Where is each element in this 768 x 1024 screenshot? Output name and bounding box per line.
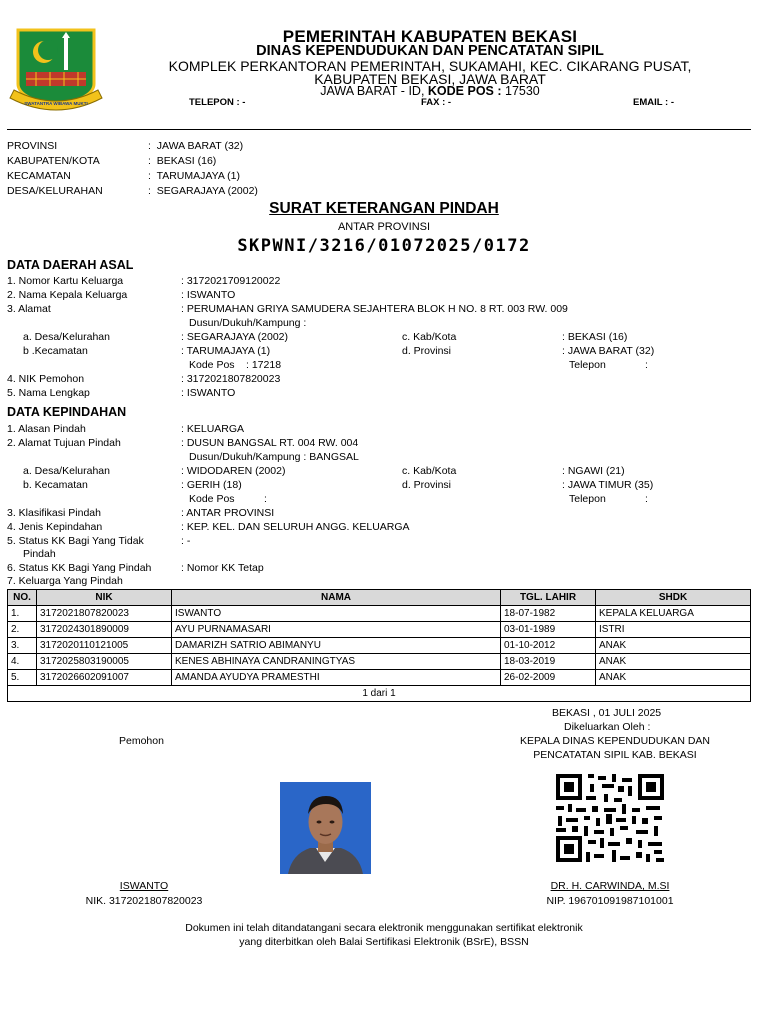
move-address-value: : DUSUN BANGSAL RT. 004 RW. 004	[181, 437, 359, 449]
region-district-text: TARUMAJAYA (1)	[156, 170, 240, 182]
applicant-signatory-nik: NIK. 3172021807820023	[85, 895, 203, 907]
document-number: SKPWNI/3216/01072025/0172	[237, 236, 531, 256]
qr-code	[554, 772, 666, 864]
move-regency-label: c. Kab/Kota	[402, 465, 457, 477]
kk-status-staying-text: -	[186, 535, 191, 547]
origin-regency-label: c. Kab/Kota	[402, 331, 457, 343]
region-value-village: : SEGARAJAYA (2002)	[148, 185, 258, 197]
origin-address-text: PERUMAHAN GRIYA SAMUDERA SEJAHTERA BLOK H NO. 8 RT. 003 RW. 009	[186, 303, 568, 315]
applicant-nik-label: 4. NIK Pemohon	[7, 373, 85, 385]
header-email: EMAIL : -	[633, 97, 674, 108]
move-type-text: KEP. KEL. DAN SELURUH ANGG. KELUARGA	[186, 521, 410, 533]
sign-applicant-caption: Pemohon	[119, 735, 164, 747]
applicant-nik-text: 3172021807820023	[186, 373, 281, 385]
cell-no: 5.	[8, 670, 37, 686]
move-regency-value: : NGAWI (21)	[562, 465, 625, 477]
kk-status-moving-label: 6. Status KK Bagi Yang Pindah	[7, 562, 152, 574]
applicant-nik-value: : 3172021807820023	[181, 373, 281, 385]
move-village-text: WIDODAREN (2002)	[186, 465, 286, 477]
cell-dob: 18-07-1982	[501, 606, 596, 622]
region-label-province: PROVINSI	[7, 140, 58, 152]
move-district-label: b. Kecamatan	[23, 479, 88, 491]
origin-kk-label: 1. Nomor Kartu Keluarga	[7, 275, 124, 287]
family-table-header	[8, 590, 751, 606]
applicant-signatory-name: ISWANTO	[119, 880, 169, 892]
origin-province-text: JAWA BARAT (32)	[567, 345, 655, 357]
move-district-text: GERIH (18)	[186, 479, 242, 491]
header-government: PEMERINTAH KABUPATEN BEKASI	[282, 27, 578, 46]
region-value-province: : JAWA BARAT (32)	[148, 140, 244, 152]
cell-dob: 01-10-2012	[501, 638, 596, 654]
applicant-photo	[280, 782, 371, 874]
table-row	[8, 606, 751, 622]
region-label-village: DESA/KELURAHAN	[7, 185, 103, 197]
kk-status-staying-value: : -	[181, 535, 191, 547]
regency-logo	[8, 26, 104, 114]
region-value-regency: : BEKASI (16)	[148, 155, 217, 167]
table-page-row	[8, 686, 751, 702]
page-indicator: 1 dari 1	[8, 686, 751, 702]
move-class-text: ANTAR PROVINSI	[186, 507, 275, 519]
cell-dob: 18-03-2019	[501, 654, 596, 670]
cell-name: AMANDA AYUDYA PRAMESTHI	[172, 670, 501, 686]
origin-district-text: TARUMAJAYA (1)	[186, 345, 271, 357]
cell-no: 4.	[8, 654, 37, 670]
origin-province-label: d. Provinsi	[402, 345, 452, 357]
move-village-label: a. Desa/Kelurahan	[23, 465, 110, 477]
origin-district-label: b .Kecamatan	[23, 345, 88, 357]
origin-kk-text: 3172021709120022	[186, 275, 281, 287]
applicant-name-value: : ISWANTO	[181, 387, 236, 399]
table-row	[8, 670, 751, 686]
origin-postal-label: Kode Pos	[189, 359, 235, 371]
region-label-regency: KABUPATEN/KOTA	[7, 155, 100, 167]
origin-village-label: a. Desa/Kelurahan	[23, 331, 110, 343]
kk-status-moving-value: : Nomor KK Tetap	[181, 562, 264, 574]
applicant-name-text: ISWANTO	[186, 387, 236, 399]
header-country: JAWA BARAT - ID,	[320, 84, 428, 98]
origin-postal-text: 17218	[251, 359, 282, 371]
col-header-relation: SHDK	[596, 590, 751, 606]
move-province-value: : JAWA TIMUR (35)	[562, 479, 654, 491]
origin-hamlet: Dusun/Dukuh/Kampung :	[189, 317, 307, 329]
cell-name: ISWANTO	[172, 606, 501, 622]
move-type-value: : KEP. KEL. DAN SELURUH ANGG. KELUARGA	[181, 521, 410, 533]
origin-province-value: : JAWA BARAT (32)	[562, 345, 655, 357]
table-row	[8, 654, 751, 670]
kk-status-staying-label-2: Pindah	[23, 548, 56, 560]
origin-regency-text: BEKASI (16)	[567, 331, 628, 343]
cell-no: 1.	[8, 606, 37, 622]
official-nip: NIP. 196701091987101001	[546, 895, 674, 907]
sign-date: BEKASI , 01 JULI 2025	[552, 707, 662, 719]
kk-status-staying-label-1: 5. Status KK Bagi Yang Tidak	[7, 535, 144, 547]
region-label-district: KECAMATAN	[7, 170, 71, 182]
cell-relation: ANAK	[596, 638, 751, 654]
region-labels	[7, 139, 103, 199]
origin-address-label: 3. Alamat	[7, 303, 51, 315]
origin-village-text: SEGARAJAYA (2002)	[186, 331, 288, 343]
section-move-heading: DATA KEPINDAHAN	[7, 405, 127, 419]
header-fax: FAX : -	[421, 97, 452, 108]
move-village-value: : WIDODAREN (2002)	[181, 465, 286, 477]
origin-village-value: : SEGARAJAYA (2002)	[181, 331, 288, 343]
header-agency: DINAS KEPENDUDUKAN DAN PENCATATAN SIPIL	[256, 43, 604, 59]
move-reason-label: 1. Alasan Pindah	[7, 423, 86, 435]
move-phone-colon: :	[645, 493, 648, 505]
cell-nik: 3172021807820023	[37, 606, 172, 622]
document-title: SURAT KETERANGAN PINDAH	[269, 200, 499, 217]
family-table	[7, 589, 751, 702]
origin-phone-colon: :	[645, 359, 648, 371]
table-row	[8, 638, 751, 654]
col-header-name: NAMA	[172, 590, 501, 606]
move-address-text: DUSUN BANGSAL RT. 004 RW. 004	[186, 437, 359, 449]
cell-no: 2.	[8, 622, 37, 638]
header-address-1: KOMPLEK PERKANTORAN PEMERINTAH, SUKAMAHI, KEC. CIKARANG PUSAT,	[168, 58, 692, 74]
region-village-text: SEGARAJAYA (2002)	[156, 185, 258, 197]
origin-postal-value: : 17218	[246, 359, 282, 371]
col-header-nik: NIK	[37, 590, 172, 606]
cell-dob: 26-02-2009	[501, 670, 596, 686]
move-province-text: JAWA TIMUR (35)	[567, 479, 654, 491]
move-postal-label: Kode Pos	[189, 493, 235, 505]
region-values	[148, 139, 258, 199]
region-regency-text: BEKASI (16)	[156, 155, 217, 167]
move-reason-value: : KELUARGA	[181, 423, 245, 435]
cell-relation: ISTRI	[596, 622, 751, 638]
header-postal-code: 17530	[501, 84, 540, 98]
move-type-label: 4. Jenis Kepindahan	[7, 521, 103, 533]
origin-district-value: : TARUMAJAYA (1)	[181, 345, 271, 357]
header-divider	[7, 129, 751, 130]
col-header-dob: TGL. LAHIR	[501, 590, 596, 606]
move-hamlet: Dusun/Dukuh/Kampung : BANGSAL	[189, 451, 359, 463]
col-header-no: NO.	[8, 590, 37, 606]
cell-relation: ANAK	[596, 670, 751, 686]
official-name: DR. H. CARWINDA, M.SI	[550, 880, 670, 892]
move-phone-label: Telepon	[569, 493, 606, 505]
table-row	[8, 622, 751, 638]
cell-name: AYU PURNAMASARI	[172, 622, 501, 638]
header-postal-label: KODE POS :	[427, 84, 502, 98]
sign-office-1: KEPALA DINAS KEPENDUDUKAN DAN	[519, 735, 711, 747]
origin-phone-label: Telepon	[569, 359, 606, 371]
move-province-label: d. Provinsi	[402, 479, 452, 491]
cell-relation: ANAK	[596, 654, 751, 670]
origin-kk-value: : 3172021709120022	[181, 275, 281, 287]
sign-office-2: PENCATATAN SIPIL KAB. BEKASI	[533, 749, 697, 761]
move-district-value: : GERIH (18)	[181, 479, 242, 491]
header-phone: TELEPON : -	[189, 97, 246, 108]
region-province-text: JAWA BARAT (32)	[156, 140, 244, 152]
cell-dob: 03-01-1989	[501, 622, 596, 638]
origin-regency-value: : BEKASI (16)	[562, 331, 628, 343]
esign-note-1: Dokumen ini telah ditandatangani secara elektronik menggunakan sertifikat elektronik	[185, 922, 583, 934]
document-subtitle: ANTAR PROVINSI	[337, 221, 431, 233]
header-address-2: KABUPATEN BEKASI, JAWA BARAT	[314, 71, 546, 87]
move-regency-text: NGAWI (21)	[567, 465, 625, 477]
origin-head-label: 2. Nama Kepala Keluarga	[7, 289, 128, 301]
origin-head-text: ISWANTO	[186, 289, 236, 301]
applicant-name-label: 5. Nama Lengkap	[7, 387, 90, 399]
header-address-3	[120, 84, 740, 98]
cell-name: KENES ABHINAYA CANDRANINGTYAS	[172, 654, 501, 670]
origin-head-value: : ISWANTO	[181, 289, 236, 301]
section-origin-heading: DATA DAERAH ASAL	[7, 258, 134, 272]
cell-name: DAMARIZH SATRIO ABIMANYU	[172, 638, 501, 654]
move-class-label: 3. Klasifikasi Pindah	[7, 507, 101, 519]
sign-issued-by: Dikeluarkan Oleh :	[564, 721, 651, 733]
move-reason-text: KELUARGA	[186, 423, 245, 435]
origin-address-value: : PERUMAHAN GRIYA SAMUDERA SEJAHTERA BLOK H NO. 8 RT. 003 RW. 009	[181, 303, 568, 315]
cell-no: 3.	[8, 638, 37, 654]
logo-motto: SWATANTRA WIBAWA MUKTI	[24, 101, 88, 106]
move-postal-colon: :	[264, 493, 267, 505]
family-moving-label: 7. Keluarga Yang Pindah	[7, 575, 123, 587]
region-value-district: : TARUMAJAYA (1)	[148, 170, 240, 182]
cell-relation: KEPALA KELUARGA	[596, 606, 751, 622]
move-address-label: 2. Alamat Tujuan Pindah	[7, 437, 121, 449]
cell-nik: 3172020110121005	[37, 638, 172, 654]
esign-note-2: yang diterbitkan oleh Balai Sertifikasi Elektronik (BSrE), BSSN	[239, 936, 529, 948]
kk-status-moving-text: Nomor KK Tetap	[186, 562, 264, 574]
cell-nik: 3172026602091007	[37, 670, 172, 686]
cell-nik: 3172024301890009	[37, 622, 172, 638]
cell-nik: 3172025803190005	[37, 654, 172, 670]
move-class-value: : ANTAR PROVINSI	[181, 507, 275, 519]
